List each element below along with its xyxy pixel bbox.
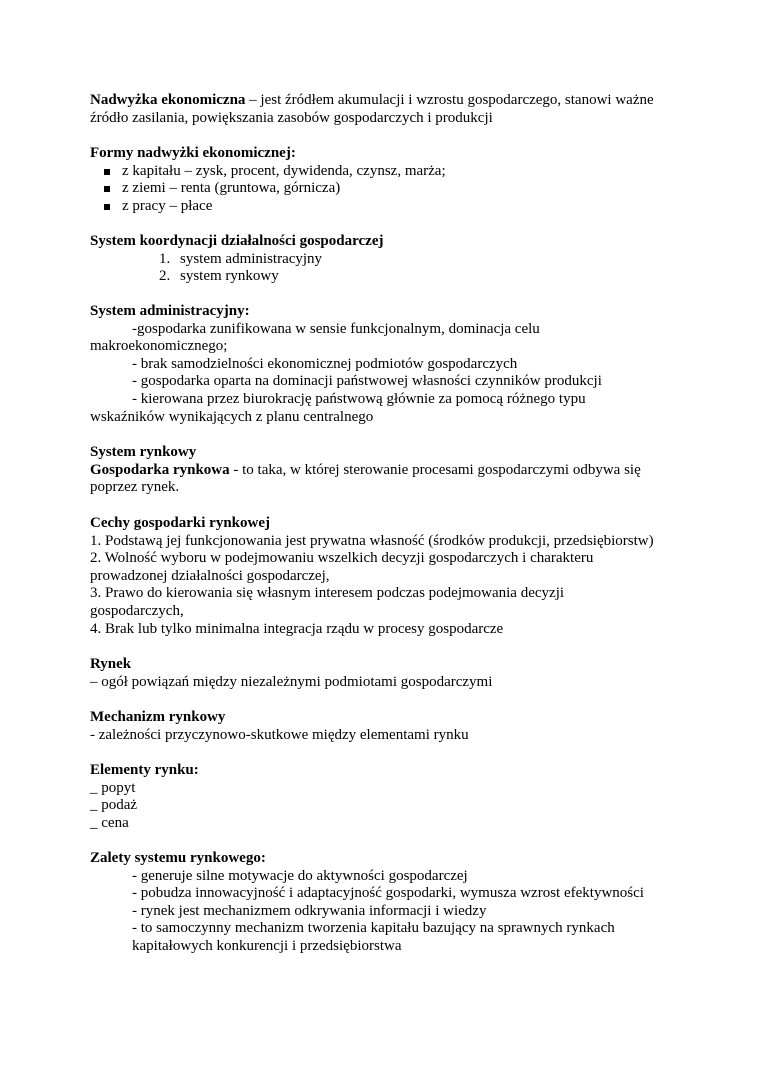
section-heading: System koordynacji działalności gospodarczej [90,233,384,249]
section-zalety [90,850,680,956]
definition-text: – jest źródłem akumulacji i wzrostu gospodarczego, stanowi ważne [245,92,654,108]
section-heading: Rynek [90,656,132,672]
section-heading: Zalety systemu rynkowego: [90,850,266,866]
section-heading: System administracyjny: [90,303,250,319]
list-item: _ podaż [90,797,138,814]
paragraph-line: - to samoczynny mechanizm tworzenia kapitału bazujący na sprawnych rynkach [132,920,615,937]
section-nadwyzka [90,92,680,127]
list-item: _ popyt [90,779,136,796]
paragraph-line: źródło zasilania, powiększania zasobów gospodarczych i produkcji [90,109,493,126]
numbered-item [90,251,680,269]
item-text: system rynkowy [180,268,279,285]
paragraph-line: 1. Podstawą jej funkcjonowania jest prywatna własność (środków produkcji, przedsiębiorstw) [90,532,654,549]
term-heading: Nadwyżka ekonomiczna [90,92,246,108]
paragraph-line: prowadzonej działalności gospodarczej, [90,567,330,584]
item-number: 1. [159,250,171,267]
paragraph-line: makroekonomicznego; [90,338,228,355]
section-system-rynkowy [90,444,680,497]
section-system-koordynacji [90,233,680,286]
paragraph-line: poprzez rynek. [90,479,180,496]
paragraph-line: - gospodarka oparta na dominacji państwowej własności czynników produkcji [132,373,602,390]
section-formy [90,145,680,215]
bullet-text: z kapitału – zysk, procent, dywidenda, czynsz, marża; [122,162,446,179]
section-mechanizm [90,709,680,744]
list-item: _ cena [90,814,129,831]
section-heading: Mechanizm rynkowy [90,709,226,725]
paragraph-line: - pobudza innowacyjność i adaptacyjność gospodarki, wymusza wzrost efektywności [132,885,644,902]
paragraph-line: - brak samodzielności ekonomicznej podmiotów gospodarczych [132,355,518,372]
numbered-item [90,268,680,286]
section-heading: Elementy rynku: [90,762,199,778]
paragraph-line: 4. Brak lub tylko minimalna integracja rządu w procesy gospodarcze [90,620,504,637]
paragraph-line: 3. Prawo do kierowania się własnym interesem podczas podejmowania decyzji [90,585,565,602]
item-number: 2. [159,268,171,285]
bullet-text: z ziemi – renta (gruntowa, górnicza) [122,180,341,197]
paragraph-line [90,92,680,110]
bullet-item [90,180,680,198]
definition-text: - to taka, w której sterowanie procesami gospodarczymi odbywa się [229,461,641,478]
paragraph-line: wskaźników wynikających z planu centralnego [90,408,374,425]
bullet-square-icon [104,169,110,175]
paragraph-line: -gospodarka zunifikowana w sensie funkcjonalnym, dominacja celu [132,320,540,337]
term-heading: Gospodarka rynkowa [90,461,230,478]
bullet-square-icon [104,186,110,192]
section-heading: Cechy gospodarki rynkowej [90,515,271,531]
bullet-square-icon [104,204,110,210]
bullet-item [90,198,680,216]
paragraph-line: - kierowana przez biurokrację państwową głównie za pomocą różnego typu [132,390,586,407]
paragraph-line: – ogół powiązań między niezależnymi podmiotami gospodarczymi [90,673,493,690]
section-heading: System rynkowy [90,444,197,460]
paragraph-line: gospodarczych, [90,602,184,619]
paragraph-line: 2. Wolność wyboru w podejmowaniu wszelkich decyzji gospodarczych i charakteru [90,550,594,567]
section-cechy [90,515,680,638]
paragraph-line: - generuje silne motywacje do aktywności gospodarczej [132,867,468,884]
section-elementy [90,762,680,832]
item-text: system administracyjny [180,250,323,267]
paragraph-line: - zależności przyczynowo-skutkowe między elementami rynku [90,726,469,743]
section-system-administracyjny [90,303,680,426]
paragraph-line [90,462,680,480]
section-heading: Formy nadwyżki ekonomicznej: [90,145,296,161]
paragraph-line: kapitałowych konkurencji i przedsiębiorstwa [132,937,402,954]
bullet-text: z pracy – płace [122,197,213,214]
section-rynek [90,656,680,691]
paragraph-line: - rynek jest mechanizmem odkrywania informacji i wiedzy [132,902,487,919]
bullet-item [90,163,680,181]
